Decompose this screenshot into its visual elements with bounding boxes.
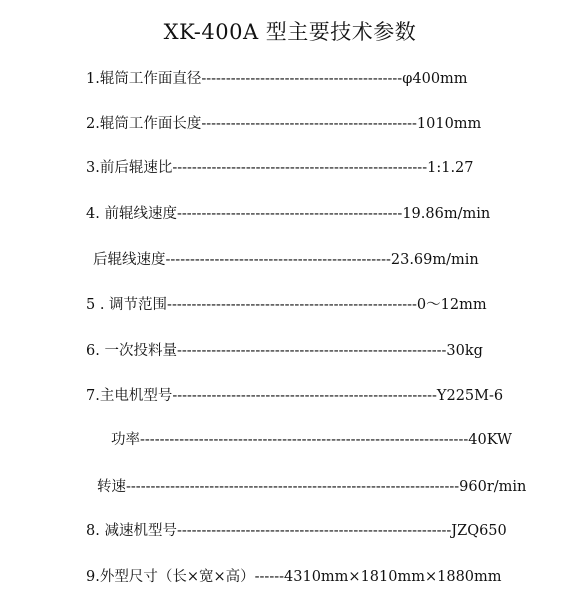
spec-overall-dimensions: 9.外型尺寸（长×宽×高）------4310mm×1810mm×1880mm bbox=[86, 569, 502, 585]
spec-rear-roller-speed: 后辊线速度----------------------------------------------23.69m/min bbox=[93, 252, 479, 268]
spec-roller-length: 2.辊筒工作面长度--------------------------------------------1010mm bbox=[86, 116, 482, 132]
spec-adjust-range: 5 . 调节范围---------------------------------------------------0～12mm bbox=[86, 297, 487, 313]
spec-speed-ratio: 3.前后辊速比----------------------------------------------------1:1.27 bbox=[86, 160, 474, 176]
document-title: XK-400A 型主要技术参数 bbox=[163, 20, 417, 44]
spec-main-motor-model: 7.主电机型号------------------------------------------------------Y225M-6 bbox=[86, 388, 504, 404]
spec-front-roller-speed: 4. 前辊线速度----------------------------------------------19.86m/min bbox=[86, 206, 491, 222]
spec-reducer-model: 8. 减速机型号--------------------------------------------------------JZQ650 bbox=[86, 523, 507, 539]
spec-motor-power: 功率-------------------------------------------------------------------40KW bbox=[111, 432, 512, 448]
spec-roller-diameter: 1.辊筒工作面直径-----------------------------------------φ400mm bbox=[86, 71, 468, 87]
spec-batch-capacity: 6. 一次投料量-------------------------------------------------------30kg bbox=[86, 343, 483, 359]
spec-motor-speed: 转速--------------------------------------------------------------------960r/min bbox=[97, 479, 527, 495]
